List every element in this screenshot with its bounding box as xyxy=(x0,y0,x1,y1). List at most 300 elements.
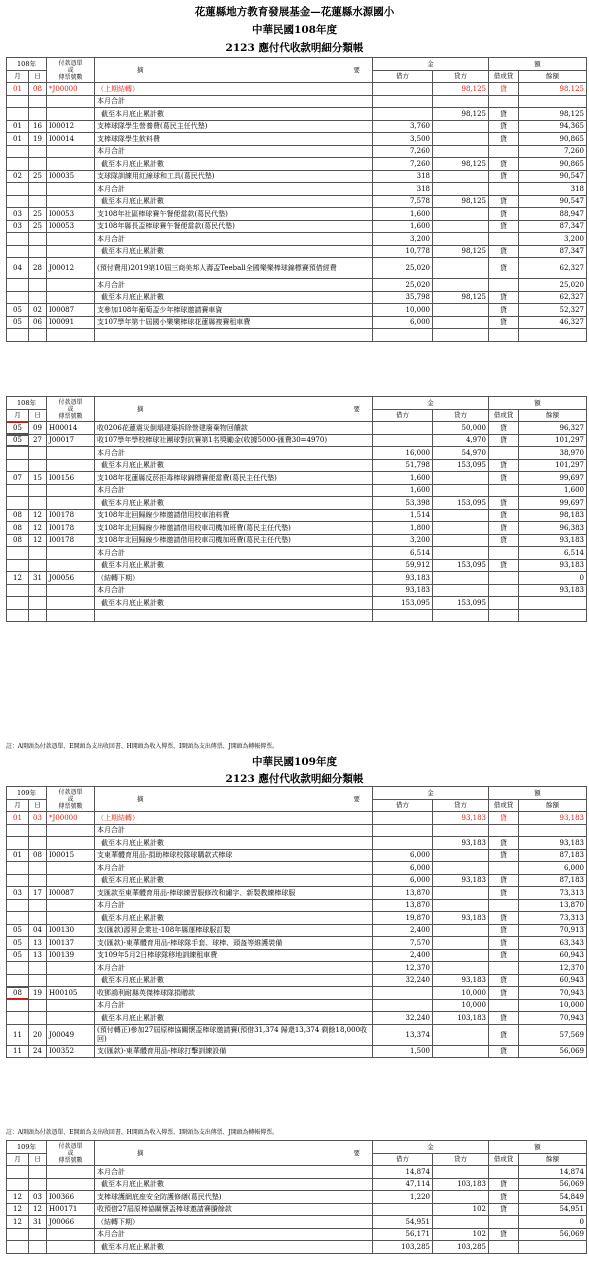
voucher-cell xyxy=(47,547,95,560)
debit-cell: 6,000 xyxy=(373,316,433,329)
debit-cell: 318 xyxy=(373,183,433,196)
day-cell: 27 xyxy=(29,434,47,447)
voucher-cell: J00049 xyxy=(47,1024,95,1045)
summary-header: 摘 要 xyxy=(95,787,373,812)
credit-cell: 10,000 xyxy=(433,987,489,1000)
day-cell: 12 xyxy=(29,534,47,547)
day-cell xyxy=(29,279,47,292)
day-cell: 31 xyxy=(29,572,47,585)
summary-header: 摘 要 xyxy=(95,397,373,422)
footnote: 註：A開頭為付款憑單、E開頭為支出收回書、H開頭為收入傳票、I開頭為支出傳票、J開頭為轉帳傳票。 xyxy=(6,743,278,750)
table-row xyxy=(7,447,587,460)
dc-cell xyxy=(489,862,519,875)
day-cell: 19 xyxy=(29,133,47,146)
summary-cell: 截至本月底止累計數 xyxy=(95,1178,373,1191)
month-cell: 08 xyxy=(7,509,29,522)
month-cell xyxy=(7,899,29,912)
month-cell xyxy=(7,1166,29,1179)
table-row xyxy=(7,183,587,196)
day-cell xyxy=(29,837,47,850)
credit-cell xyxy=(433,572,489,585)
credit-cell: 153,095 xyxy=(433,597,489,610)
debit-cell: 13,870 xyxy=(373,887,433,900)
voucher-cell: H00014 xyxy=(47,422,95,435)
balance-cell: 70,943 xyxy=(519,1012,587,1025)
table-row xyxy=(7,291,587,304)
month-cell: 12 xyxy=(7,1191,29,1204)
month-cell xyxy=(7,1178,29,1191)
credit-cell xyxy=(433,949,489,962)
voucher-cell xyxy=(47,609,95,622)
debit-cell: 93,183 xyxy=(373,584,433,597)
dc-cell: 貸 xyxy=(489,472,519,485)
header-row xyxy=(7,397,587,410)
summary-cell: 收0206花蓮震災倒塌建築拆除營建廢棄物回饋款 xyxy=(95,422,373,435)
balance-cell: 93,183 xyxy=(519,559,587,572)
day-cell xyxy=(29,962,47,975)
month-cell xyxy=(7,837,29,850)
dc-cell: 貸 xyxy=(489,1203,519,1216)
balance-cell: 90,865 xyxy=(519,158,587,171)
table-row xyxy=(7,1228,587,1241)
balance-cell xyxy=(519,597,587,610)
debit-cell: 1,514 xyxy=(373,509,433,522)
debit-cell: 25,020 xyxy=(373,279,433,292)
dc-cell: 貸 xyxy=(489,509,519,522)
debit-cell xyxy=(373,329,433,342)
month-cell xyxy=(7,962,29,975)
dc-cell xyxy=(489,609,519,622)
debit-cell: 54,951 xyxy=(373,1216,433,1229)
table-row xyxy=(7,497,587,510)
credit-cell xyxy=(433,862,489,875)
debit-cell: 6,000 xyxy=(373,862,433,875)
voucher-cell: J00066 xyxy=(47,1216,95,1229)
summary-cell: 截至本月底止累計數 xyxy=(95,837,373,850)
credit-cell xyxy=(433,1024,489,1045)
voucher-cell xyxy=(47,999,95,1012)
credit-cell xyxy=(433,924,489,937)
highlight-box xyxy=(7,435,29,447)
balance-cell: 57,569 xyxy=(519,1024,587,1045)
dc-cell xyxy=(489,999,519,1012)
amount-header-2: 額 xyxy=(489,397,587,410)
balance-cell xyxy=(519,329,587,342)
summary-cell: 支(匯款)-東華體育用品-棒球隊手套、球棒、頭盔等維護裝備 xyxy=(95,937,373,950)
debit-cell: 12,370 xyxy=(373,962,433,975)
credit-cell: 93,183 xyxy=(433,874,489,887)
debit-cell: 1,500 xyxy=(373,1045,433,1058)
balance-cell: 25,020 xyxy=(519,279,587,292)
dc-cell xyxy=(489,183,519,196)
table-row xyxy=(7,837,587,850)
month-cell xyxy=(7,195,29,208)
dc-cell: 貸 xyxy=(489,1045,519,1058)
day-cell: 25 xyxy=(29,208,47,221)
day-cell xyxy=(29,497,47,510)
voucher-cell xyxy=(47,1228,95,1241)
month-cell xyxy=(7,584,29,597)
day-cell xyxy=(29,195,47,208)
month-cell: 05 xyxy=(7,434,29,447)
debit-cell: 1,600 xyxy=(373,220,433,233)
balance-cell: 54,951 xyxy=(519,1203,587,1216)
table-row xyxy=(7,912,587,925)
header-row xyxy=(7,787,587,800)
month-cell xyxy=(7,484,29,497)
debit-cell: 13,870 xyxy=(373,899,433,912)
table-row xyxy=(7,937,587,950)
summary-cell: 本月合計 xyxy=(95,899,373,912)
amount-header: 金 xyxy=(373,1141,489,1154)
day-cell xyxy=(29,233,47,246)
credit-cell xyxy=(433,534,489,547)
day-cell: 31 xyxy=(29,1216,47,1229)
summary-cell: 截至本月底止累計數 xyxy=(95,1012,373,1025)
dc-cell xyxy=(489,547,519,560)
table-row xyxy=(7,534,587,547)
voucher-cell: I00178 xyxy=(47,534,95,547)
footnote-2: 註：A開頭為付款憑單、E開頭為支出收回書、H開頭為收入傳票、I開頭為支出傳票、J開頭為轉帳傳票。 xyxy=(6,1129,278,1136)
credit-cell: 93,183 xyxy=(433,837,489,850)
day-cell: 03 xyxy=(29,812,47,825)
table-row xyxy=(7,962,587,975)
account-title-108: 2123 應付代收款明細分類帳 xyxy=(225,42,364,54)
voucher-cell xyxy=(47,95,95,108)
month-cell xyxy=(7,1228,29,1241)
day-cell xyxy=(29,559,47,572)
table-row xyxy=(7,949,587,962)
dc-cell: 貸 xyxy=(489,1012,519,1025)
month-cell: 08 xyxy=(7,534,29,547)
credit-cell: 153,095 xyxy=(433,459,489,472)
balance-cell: 90,547 xyxy=(519,170,587,183)
voucher-cell xyxy=(47,912,95,925)
voucher-cell: J00056 xyxy=(47,572,95,585)
month-cell xyxy=(7,279,29,292)
summary-cell: 截至本月底止累計數 xyxy=(95,459,373,472)
voucher-cell xyxy=(47,108,95,121)
debit-cell: 1,600 xyxy=(373,208,433,221)
table-row xyxy=(7,559,587,572)
debit-cell: 3,200 xyxy=(373,233,433,246)
day-cell: 12 xyxy=(29,522,47,535)
balance-cell: 98,125 xyxy=(519,108,587,121)
day-cell: 12 xyxy=(29,509,47,522)
table-row xyxy=(7,170,587,183)
day-cell xyxy=(29,145,47,158)
dc-cell: 貸 xyxy=(489,1178,519,1191)
voucher-cell xyxy=(47,329,95,342)
day-header: 日 xyxy=(29,70,47,83)
balance-cell: 46,327 xyxy=(519,316,587,329)
month-cell: 03 xyxy=(7,220,29,233)
month-cell xyxy=(7,874,29,887)
balance-cell xyxy=(519,609,587,622)
month-cell: 01 xyxy=(7,812,29,825)
voucher-cell xyxy=(47,974,95,987)
balance-cell: 62,327 xyxy=(519,291,587,304)
month-cell: 05 xyxy=(7,316,29,329)
debit-cell: 1,800 xyxy=(373,522,433,535)
day-cell xyxy=(29,874,47,887)
day-cell xyxy=(29,245,47,258)
dc-cell: 貸 xyxy=(489,812,519,825)
table-row xyxy=(7,1166,587,1179)
summary-cell: 本月合計 xyxy=(95,95,373,108)
debit-cell: 47,114 xyxy=(373,1178,433,1191)
day-cell xyxy=(29,547,47,560)
voucher-cell xyxy=(47,233,95,246)
table-row xyxy=(7,158,587,171)
day-cell: 25 xyxy=(29,170,47,183)
credit-cell xyxy=(433,509,489,522)
voucher-cell xyxy=(47,459,95,472)
credit-cell xyxy=(433,120,489,133)
credit-cell: 98,125 xyxy=(433,158,489,171)
table-row xyxy=(7,887,587,900)
table-row xyxy=(7,422,587,435)
table-row xyxy=(7,484,587,497)
month-cell: 01 xyxy=(7,133,29,146)
debit-cell xyxy=(373,824,433,837)
table-row xyxy=(7,547,587,560)
table-row xyxy=(7,874,587,887)
table-row xyxy=(7,1012,587,1025)
month-cell: 01 xyxy=(7,83,29,96)
month-cell xyxy=(7,183,29,196)
table-row xyxy=(7,245,587,258)
dc-cell xyxy=(489,95,519,108)
day-cell xyxy=(29,609,47,622)
dc-cell xyxy=(489,899,519,912)
voucher-cell xyxy=(47,291,95,304)
table-row xyxy=(7,974,587,987)
table-row xyxy=(7,233,587,246)
month-header: 月 xyxy=(7,70,29,83)
voucher-cell: I00087 xyxy=(47,304,95,317)
voucher-cell xyxy=(47,145,95,158)
day-cell xyxy=(29,183,47,196)
debit-cell: 1,600 xyxy=(373,484,433,497)
day-cell xyxy=(29,447,47,460)
amount-header: 金 xyxy=(373,397,489,410)
table-row xyxy=(7,1045,587,1058)
voucher-header: 付款憑單 或 傳票號數 xyxy=(47,58,95,83)
credit-cell xyxy=(433,547,489,560)
summary-cell: 截至本月底止累計數 xyxy=(95,1241,373,1254)
summary-cell: （上期結轉） xyxy=(95,83,373,96)
voucher-cell xyxy=(47,183,95,196)
debit-cell: 13,374 xyxy=(373,1024,433,1045)
debit-cell: 25,020 xyxy=(373,258,433,279)
debit-cell xyxy=(373,999,433,1012)
debit-cell: 93,183 xyxy=(373,572,433,585)
day-cell xyxy=(29,1166,47,1179)
day-cell: 28 xyxy=(29,258,47,279)
dc-cell xyxy=(489,584,519,597)
dc-cell xyxy=(489,1216,519,1229)
balance-cell: 7,260 xyxy=(519,145,587,158)
table-row xyxy=(7,133,587,146)
summary-cell: 截至本月底止累計數 xyxy=(95,597,373,610)
balance-cell: 94,365 xyxy=(519,120,587,133)
balance-cell: 6,514 xyxy=(519,547,587,560)
credit-cell: 103,285 xyxy=(433,1241,489,1254)
month-cell: 01 xyxy=(7,120,29,133)
summary-cell: 支107學年第十屆國小樂樂棒球花蓮縣複賽租車費 xyxy=(95,316,373,329)
credit-cell: 98,125 xyxy=(433,83,489,96)
dc-cell xyxy=(489,572,519,585)
voucher-cell xyxy=(47,447,95,460)
dc-cell: 貸 xyxy=(489,422,519,435)
voucher-cell: I00137 xyxy=(47,937,95,950)
header-row xyxy=(7,1141,587,1154)
credit-cell: 153,095 xyxy=(433,559,489,572)
summary-cell: 本月合計 xyxy=(95,484,373,497)
balance-cell: 56,069 xyxy=(519,1228,587,1241)
summary-cell: 收107學年學校棒球社團球對抗賽第1名獎勵金(收據5000-匯費30=4970) xyxy=(95,434,373,447)
voucher-cell: I00012 xyxy=(47,120,95,133)
dc-cell: 貸 xyxy=(489,1228,519,1241)
dc-cell: 貸 xyxy=(489,559,519,572)
table-row xyxy=(7,812,587,825)
highlight-box xyxy=(7,987,29,999)
voucher-cell xyxy=(47,862,95,875)
day-cell xyxy=(29,824,47,837)
voucher-cell: J00017 xyxy=(47,434,95,447)
balance-cell: 96,327 xyxy=(519,422,587,435)
credit-cell: 93,183 xyxy=(433,812,489,825)
day-cell xyxy=(29,584,47,597)
ledger-table-109 xyxy=(6,786,587,1058)
voucher-cell: J00012 xyxy=(47,258,95,279)
dc-cell xyxy=(489,1241,519,1254)
balance-cell xyxy=(519,1241,587,1254)
balance-cell: 52,327 xyxy=(519,304,587,317)
table-row xyxy=(7,1216,587,1229)
voucher-header: 付款憑單 或 傳票號數 xyxy=(47,1141,95,1166)
voucher-header: 付款憑單 或 傳票號數 xyxy=(47,397,95,422)
month-cell xyxy=(7,559,29,572)
dc-cell xyxy=(489,447,519,460)
debit-cell xyxy=(373,987,433,1000)
credit-cell xyxy=(433,145,489,158)
table-row xyxy=(7,208,587,221)
debit-cell: 10,778 xyxy=(373,245,433,258)
day-header: 日 xyxy=(29,1153,47,1166)
day-cell xyxy=(29,597,47,610)
day-cell: 03 xyxy=(29,1191,47,1204)
table-row xyxy=(7,1191,587,1204)
debit-header: 借方 xyxy=(373,70,433,83)
credit-cell xyxy=(433,849,489,862)
dc-cell: 貸 xyxy=(489,974,519,987)
voucher-cell xyxy=(47,1166,95,1179)
summary-cell: 本月合計 xyxy=(95,862,373,875)
debit-cell: 1,600 xyxy=(373,472,433,485)
credit-cell xyxy=(433,887,489,900)
table-row xyxy=(7,1178,587,1191)
dc-cell: 貸 xyxy=(489,158,519,171)
dc-cell xyxy=(489,329,519,342)
balance-cell: 318 xyxy=(519,183,587,196)
dc-cell: 貸 xyxy=(489,912,519,925)
summary-cell: 截至本月底止累計數 xyxy=(95,912,373,925)
year-header: 109年 xyxy=(7,1141,47,1154)
credit-cell xyxy=(433,220,489,233)
credit-cell: 103,183 xyxy=(433,1012,489,1025)
year-title-109: 中華民國109年度 xyxy=(252,756,337,768)
day-cell xyxy=(29,158,47,171)
voucher-cell: *J00000 xyxy=(47,812,95,825)
day-cell xyxy=(29,1228,47,1241)
voucher-cell xyxy=(47,584,95,597)
month-cell: 12 xyxy=(7,1203,29,1216)
day-cell: 19 xyxy=(29,987,47,1000)
credit-cell xyxy=(433,316,489,329)
month-cell xyxy=(7,158,29,171)
balance-cell: 38,970 xyxy=(519,447,587,460)
month-header: 月 xyxy=(7,409,29,422)
table-row xyxy=(7,584,587,597)
voucher-cell: H00105 xyxy=(47,987,95,1000)
credit-cell: 98,125 xyxy=(433,291,489,304)
month-cell xyxy=(7,245,29,258)
table-row xyxy=(7,987,587,1000)
debit-cell: 3,200 xyxy=(373,534,433,547)
summary-cell: 截至本月底止累計數 xyxy=(95,559,373,572)
dc-cell: 貸 xyxy=(489,1024,519,1045)
dc-cell: 貸 xyxy=(489,170,519,183)
credit-cell xyxy=(433,484,489,497)
month-cell: 05 xyxy=(7,949,29,962)
summary-cell: 支(匯款)源昇企業社-108年縣運棒球服訂製 xyxy=(95,924,373,937)
debit-cell: 59,912 xyxy=(373,559,433,572)
table-row xyxy=(7,329,587,342)
table-row xyxy=(7,609,587,622)
voucher-cell: I00035 xyxy=(47,170,95,183)
credit-cell xyxy=(433,170,489,183)
voucher-cell: I00091 xyxy=(47,316,95,329)
credit-cell: 4,970 xyxy=(433,434,489,447)
summary-cell: 收預借27屆原棒協關懷盃棒球邀請賽賸餘款 xyxy=(95,1203,373,1216)
balance-cell: 1,600 xyxy=(519,484,587,497)
balance-cell: 63,343 xyxy=(519,937,587,950)
balance-cell: 93,183 xyxy=(519,584,587,597)
summary-cell: 本月合計 xyxy=(95,447,373,460)
voucher-cell xyxy=(47,497,95,510)
debit-cell xyxy=(373,422,433,435)
dc-cell: 貸 xyxy=(489,987,519,1000)
summary-cell: 支匯款至東華體育用品-棒球練習服修改和繡字、新製教練棒球服 xyxy=(95,887,373,900)
balance-cell: 99,697 xyxy=(519,497,587,510)
table-row xyxy=(7,83,587,96)
summary-cell: 本月合計 xyxy=(95,145,373,158)
debit-cell: 7,578 xyxy=(373,195,433,208)
summary-cell: 支108年社區棒球賽午餐便當款(葛民代墊) xyxy=(95,208,373,221)
debit-cell: 10,000 xyxy=(373,304,433,317)
table-row xyxy=(7,195,587,208)
balance-cell: 93,183 xyxy=(519,812,587,825)
debit-header: 借方 xyxy=(373,409,433,422)
balance-header: 餘額 xyxy=(519,1153,587,1166)
balance-cell: 88,947 xyxy=(519,208,587,221)
balance-cell: 10,000 xyxy=(519,999,587,1012)
month-cell: 08 xyxy=(7,522,29,535)
amount-header-2: 額 xyxy=(489,58,587,71)
month-cell xyxy=(7,824,29,837)
